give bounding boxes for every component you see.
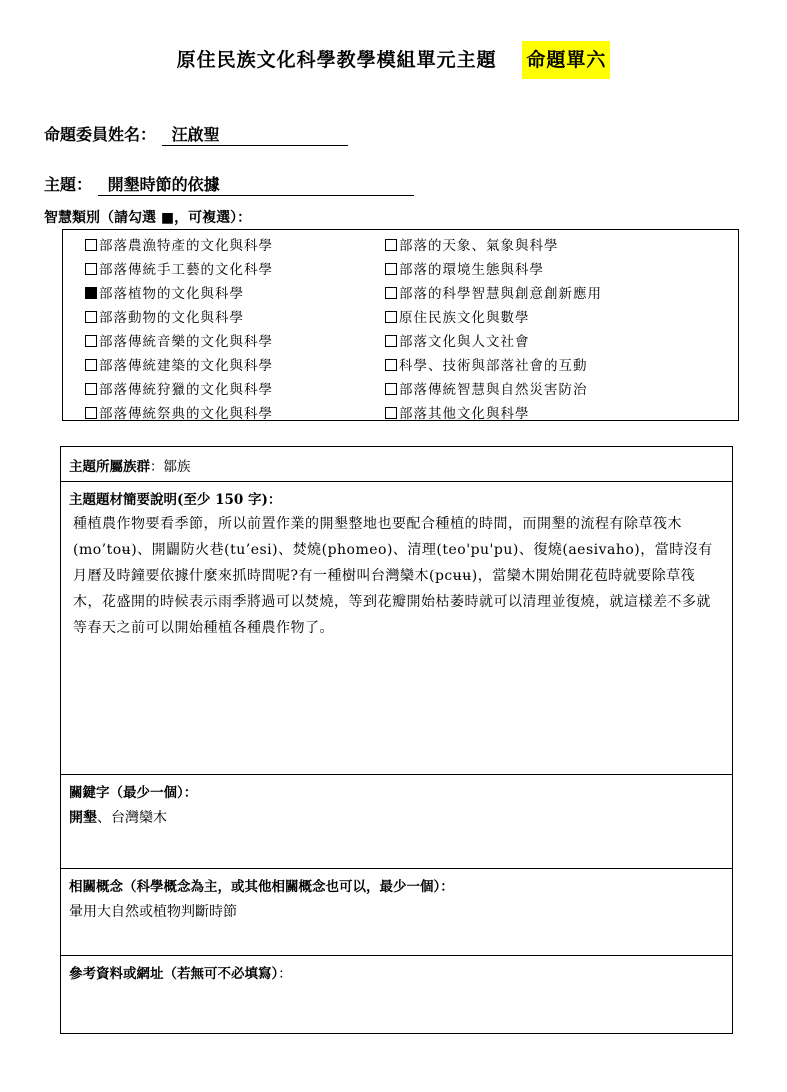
ethnic-label: 主題所屬族群 [69,459,150,475]
category-item[interactable] [85,234,385,258]
keywords-section [61,775,732,869]
category-label: 部落農漁特產的文化與科學 [99,238,273,254]
topic-row [44,172,414,196]
page-title: 原住民族文化科學教學模組單元主題 [176,49,497,71]
keywords-rest: 、台灣欒木 [97,810,167,826]
checkbox-icon[interactable] [385,359,397,371]
checked-box-icon[interactable] [85,287,97,299]
references-colon: ： [278,966,292,982]
category-item[interactable] [385,234,738,258]
category-item[interactable] [85,306,385,330]
checkbox-icon[interactable] [85,335,97,347]
category-label: 部落傳統狩獵的文化與科學 [99,382,273,398]
category-label: 部落的環境生態與科學 [399,262,544,278]
checkbox-icon[interactable] [385,311,397,323]
checkbox-icon[interactable] [385,287,397,299]
category-label: 部落傳統音樂的文化與科學 [99,334,273,350]
concepts-section [61,869,732,956]
ethnic-section [61,447,732,482]
keywords-label: 關鍵字（最少一個）： [69,785,198,801]
references-label: 參考資料或網址（若無可不必填寫） [69,966,279,982]
category-label: 部落文化與人文社會 [399,334,530,350]
committee-row [44,122,348,146]
category-item[interactable] [385,378,738,402]
category-label: 部落的科學智慧與創意創新應用 [399,286,602,302]
topic-label: 主題： [44,175,93,194]
document-tag: 命題單六 [522,41,610,79]
keywords-bold: 開墾 [69,810,97,826]
category-label: 部落傳統智慧與自然災害防治 [399,382,588,398]
category-item[interactable] [385,258,738,282]
category-label: 部落其他文化與科學 [399,406,530,422]
category-item[interactable] [385,306,738,330]
checkbox-icon[interactable] [385,263,397,275]
category-item[interactable] [85,378,385,402]
category-label: 部落植物的文化與科學 [99,286,244,302]
description-label: 主題題材簡要說明(至少 150 字)： [69,492,282,508]
checkbox-icon[interactable] [85,263,97,275]
committee-label: 命題委員姓名： [44,125,157,144]
category-label: 科學、技術與部落社會的互動 [399,358,588,374]
category-item[interactable] [85,258,385,282]
checkbox-icon[interactable] [85,311,97,323]
category-item[interactable] [85,402,385,426]
description-text: 種植農作物要看季節，所以前置作業的開墾整地也要配合種植的時間，而開墾的流程有除草筏木(mo’toʉ)、開闢防火巷(tu’esi)、焚燒(phomeo)、清理(teo'pu'pu)、復燒(aesivaho)，當時沒有月曆及時鐘要依據什麼來抓時間呢?有一種樹叫台灣欒木(pcʉʉ)，當欒木開始開花苞時就要除草筏木，花盛開的時候表示雨季將過可以焚燒，等到花瓣開始枯萎時就可以清理並復燒，就這樣差不多就等春天之前可以開始種植各種農作物了。 [73,516,713,636]
checkbox-icon[interactable] [385,407,397,419]
category-item[interactable] [385,282,738,306]
category-item[interactable] [85,354,385,378]
checkbox-icon[interactable] [385,383,397,395]
description-section [61,482,732,775]
topic-value: 開墾時節的依據 [98,172,414,196]
checkbox-icon[interactable] [85,407,97,419]
concepts-value: 暈用大自然或植物判斷時節 [69,904,237,920]
category-item[interactable] [385,354,738,378]
checkbox-icon[interactable] [85,383,97,395]
checkbox-icon[interactable] [385,239,397,251]
category-label: 部落傳統祭典的文化與科學 [99,406,273,422]
category-title: 智慧類別（請勾選 ■，可複選）： [44,210,252,226]
category-item[interactable] [385,402,738,426]
checkbox-icon[interactable] [85,359,97,371]
keywords-value [69,807,724,827]
category-label: 部落的天象、氣象與科學 [399,238,559,254]
committee-name: 汪啟聖 [162,122,348,146]
category-column-right [385,234,738,426]
category-label: 部落傳統手工藝的文化科學 [99,262,273,278]
checkbox-icon[interactable] [385,335,397,347]
category-item[interactable] [85,282,385,306]
category-item[interactable] [85,330,385,354]
page-title-row [0,45,787,72]
category-label: 原住民族文化與數學 [399,310,530,326]
category-label: 部落動物的文化與科學 [99,310,244,326]
references-section [61,956,732,1033]
concepts-label: 相關概念（科學概念為主，或其他相關概念也可以，最少一個）： [69,879,454,895]
ethnic-value: ：鄒族 [150,459,191,475]
topic-form [60,446,733,1034]
category-label: 部落傳統建築的文化與科學 [99,358,273,374]
category-box [62,229,739,421]
checkbox-icon[interactable] [85,239,97,251]
category-column-left [85,234,385,426]
category-item[interactable] [385,330,738,354]
